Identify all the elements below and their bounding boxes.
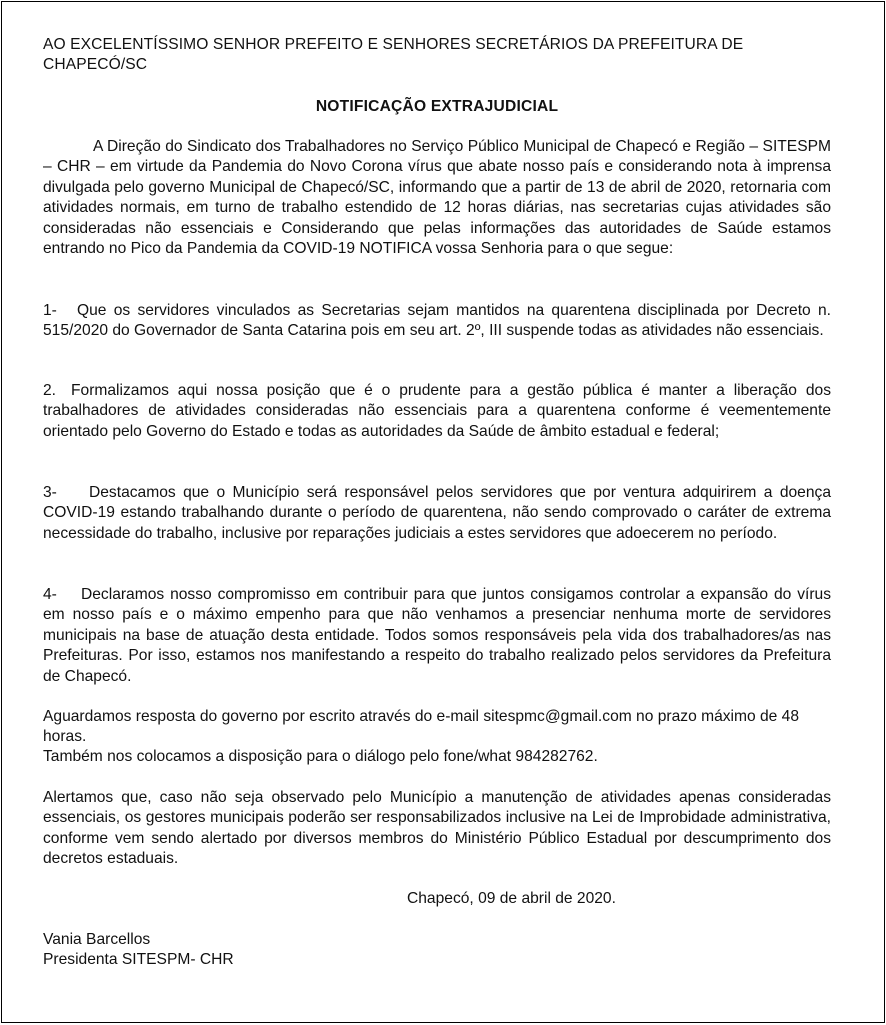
- signature-name: Vania Barcellos: [43, 931, 151, 948]
- item-3-number: 3-: [43, 484, 57, 501]
- item-2-text: Formalizamos aqui nossa posição que é o prudente para a gestão pública é manter a liberação dos trabalhadores de atividades consideradas não essenciais para a quarentena conforme é veementemente orientado pelo Governo do Estado e todas as autoridades da Saúde de âmbito estadual e federal;: [43, 382, 831, 440]
- item-3: [43, 483, 831, 544]
- contact-line: Também nos colocamos a disposição para o diálogo pelo fone/what 984282762.: [43, 748, 598, 765]
- item-1-number: 1-: [43, 302, 57, 319]
- item-4: [43, 585, 831, 687]
- item-3-text: Destacamos que o Município será responsável pelos servidores que por ventura adquirirem a doença COVID-19 estando trabalhando durante o período de quarentena, não sendo comprovado o caráter de extrema necessidade do trabalho, inclusive por reparações judiciais a estes servidores que adoecerem no período.: [43, 484, 831, 542]
- item-2: [43, 381, 831, 442]
- document-title: NOTIFICAÇÃO EXTRAJUDICIAL: [315, 98, 559, 115]
- response-request: Aguardamos resposta do governo por escrito através do e-mail sitespmc@gmail.com no prazo máximo de 48 horas.: [43, 708, 800, 746]
- item-1: [43, 301, 831, 342]
- signature-role: Presidenta SITESPM- CHR: [43, 951, 234, 968]
- document-date: Chapecó, 09 de abril de 2020.: [407, 890, 616, 907]
- warning-paragraph: Alertamos que, caso não seja observado pelo Município a manutenção de atividades apenas consideradas essenciais, os gestores municipais poderão ser responsabilizados inclusive na Lei de Improbidade administrativa, conforme vem sendo alertado por diversos membros do Ministério Público Estadual por descumprimento dos decretos estaduais.: [43, 789, 831, 868]
- addressee-line: AO EXCELENTÍSSIMO SENHOR PREFEITO E SENHORES SECRETÁRIOS DA PREFEITURA DE CHAPECÓ/SC: [43, 36, 744, 74]
- item-2-number: 2.: [43, 382, 57, 399]
- item-1-text: Que os servidores vinculados as Secretarias sejam mantidos na quarentena disciplinada por Decreto n. 515/2020 do Governador de Santa Catarina pois em seu art. 2º, III suspende todas as atividades não essenciais.: [43, 302, 831, 340]
- intro-paragraph: A Direção do Sindicato dos Trabalhadores no Serviço Público Municipal de Chapecó e Região – SITESPM – CHR – em virtude da Pandemia do Novo Corona vírus que abate nosso país e considerando nota à imprensa divulgada pelo governo Municipal de Chapecó/SC, informando que a partir de 13 de abril de 2020, retornaria com atividades normais, em turno de trabalho estendido de 12 horas diárias, nas secretarias cujas atividades são consideradas não essenciais e Considerando que pelas informações das autoridades de Saúde estamos entrando no Pico da Pandemia da COVID-19 NOTIFICA vossa Senhoria para o que segue:: [43, 138, 831, 258]
- notification-page: [1, 1, 885, 1023]
- item-4-text: Declaramos nosso compromisso em contribuir para que juntos consigamos controlar a expansão do vírus em nosso país e o máximo empenho para que não venhamos a presenciar nenhuma morte de servidores municipais na base de atuação desta entidade. Todos somos responsáveis pela vida dos trabalhadores/as nas Prefeituras. Por isso, estamos nos manifestando a respeito do trabalho realizado pelos servidores da Prefeitura de Chapecó.: [43, 586, 831, 685]
- item-4-number: 4-: [43, 586, 57, 603]
